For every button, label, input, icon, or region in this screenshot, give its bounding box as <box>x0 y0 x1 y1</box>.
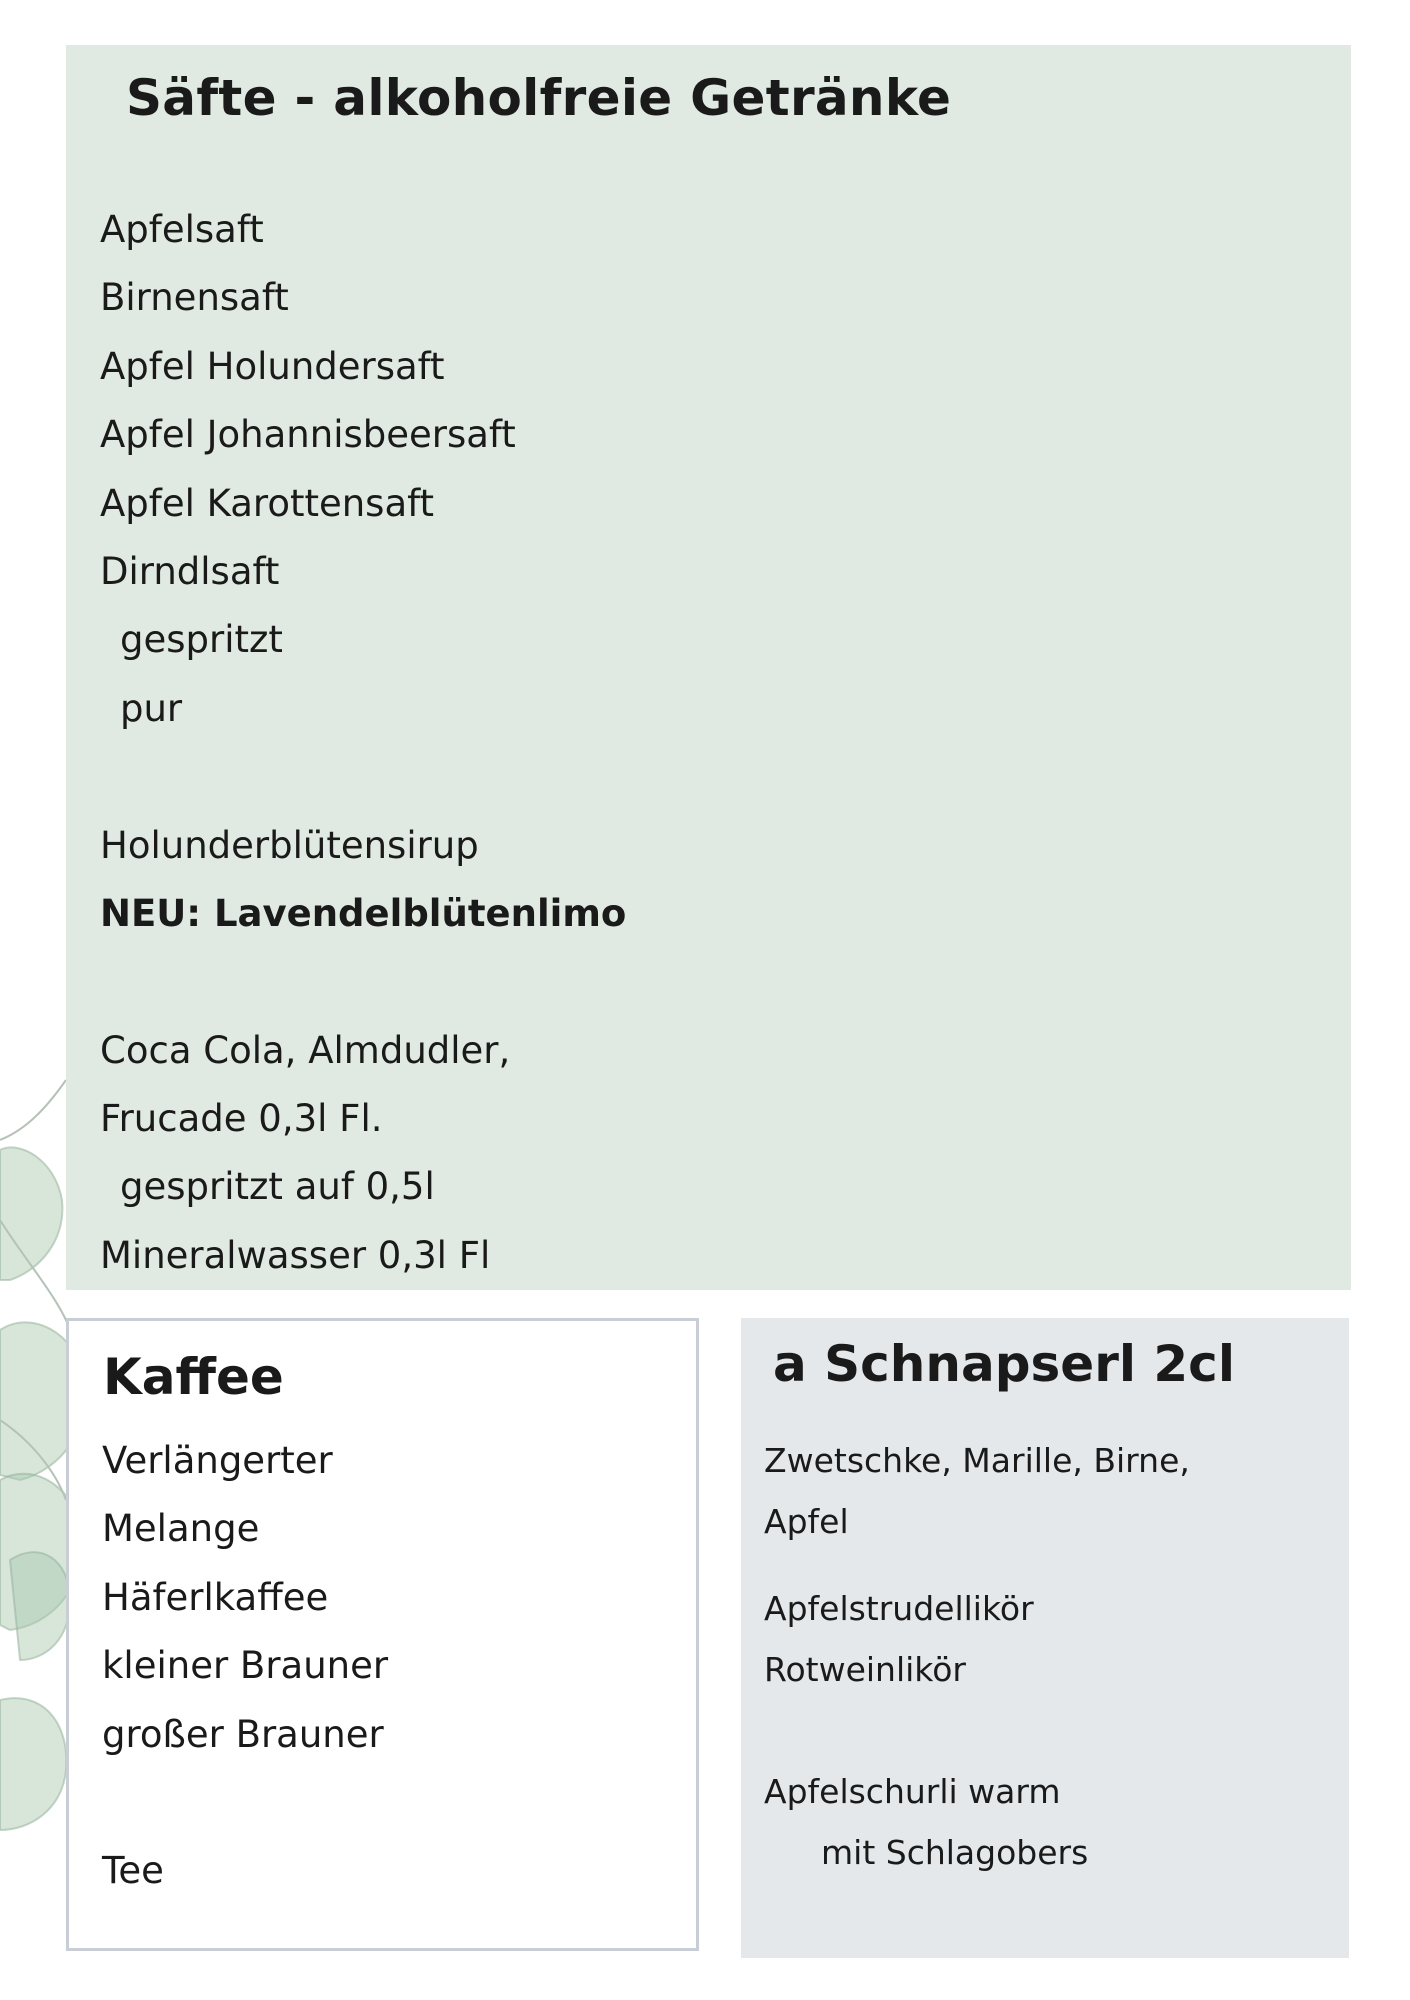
juice-list <box>100 196 626 1290</box>
schnaps-panel <box>741 1318 1349 1958</box>
juice-item-softdrinks: Coca Cola, Almdudler, <box>100 1028 511 1072</box>
list-spacer <box>100 743 626 811</box>
schnaps-list <box>764 1430 1324 1883</box>
coffee-item-verlaengerter: Verlängerter <box>102 1439 333 1482</box>
coffee-item-melange: Melange <box>102 1507 260 1551</box>
juice-item-apfel-johannisbeersaft: Apfel Johannisbeersaft <box>100 413 516 457</box>
juice-item-apfelsaft: Apfelsaft <box>100 208 264 251</box>
list-spacer <box>764 1552 1324 1578</box>
juice-item-mineralwasser: Mineralwasser 0,3l Fl <box>100 1233 491 1277</box>
juice-item-apfel-karottensaft: Apfel Karottensaft <box>100 481 435 525</box>
juice-item-lavendelbluetenlimo: NEU: Lavendelblütenlimo <box>100 891 627 935</box>
schnaps-item-obstbraende: Zwetschke, Marille, Birne, <box>764 1441 1190 1480</box>
coffee-item-haeferlkaffee: Häferlkaffee <box>102 1575 329 1619</box>
list-spacer <box>100 948 626 1016</box>
schnaps-item-schlagobers: mit Schlagobers <box>821 1833 1089 1872</box>
schnaps-title: a Schnapserl 2cl <box>773 1335 1235 1393</box>
juice-panel <box>66 45 1351 1290</box>
juice-item-dirndlsaft: Dirndlsaft <box>100 549 280 593</box>
coffee-item-grosser-brauner: großer Brauner <box>102 1712 384 1756</box>
schnaps-item-apfelstrudellikoer: Apfelstrudellikör <box>764 1589 1034 1628</box>
juice-item-dirndlsaft-pur: pur <box>120 686 183 730</box>
juice-item-frucade: Frucade 0,3l Fl. <box>100 1097 383 1141</box>
juice-title: Säfte - alkoholfreie Getränke <box>126 69 952 127</box>
list-spacer <box>102 1769 388 1837</box>
coffee-item-kleiner-brauner: kleiner Brauner <box>102 1644 389 1688</box>
juice-item-holunderbluetensirup: Holunderblütensirup <box>100 823 479 867</box>
schnaps-item-rotweinlikoer: Rotweinlikör <box>764 1650 966 1689</box>
list-spacer <box>764 1700 1324 1761</box>
coffee-panel <box>66 1318 699 1951</box>
juice-item-birnensaft: Birnensaft <box>100 276 289 320</box>
schnaps-item-apfel: Apfel <box>764 1502 849 1541</box>
juice-item-apfel-holundersaft: Apfel Holundersaft <box>100 344 445 388</box>
coffee-title: Kaffee <box>103 1348 284 1406</box>
schnaps-item-apfelschurli: Apfelschurli warm <box>764 1772 1061 1811</box>
juice-item-gespritzt-0-5l: gespritzt auf 0,5l <box>120 1165 435 1209</box>
coffee-list <box>102 1427 388 1906</box>
coffee-item-tee: Tee <box>102 1849 164 1893</box>
juice-item-dirndlsaft-gespritzt: gespritzt <box>120 618 283 662</box>
